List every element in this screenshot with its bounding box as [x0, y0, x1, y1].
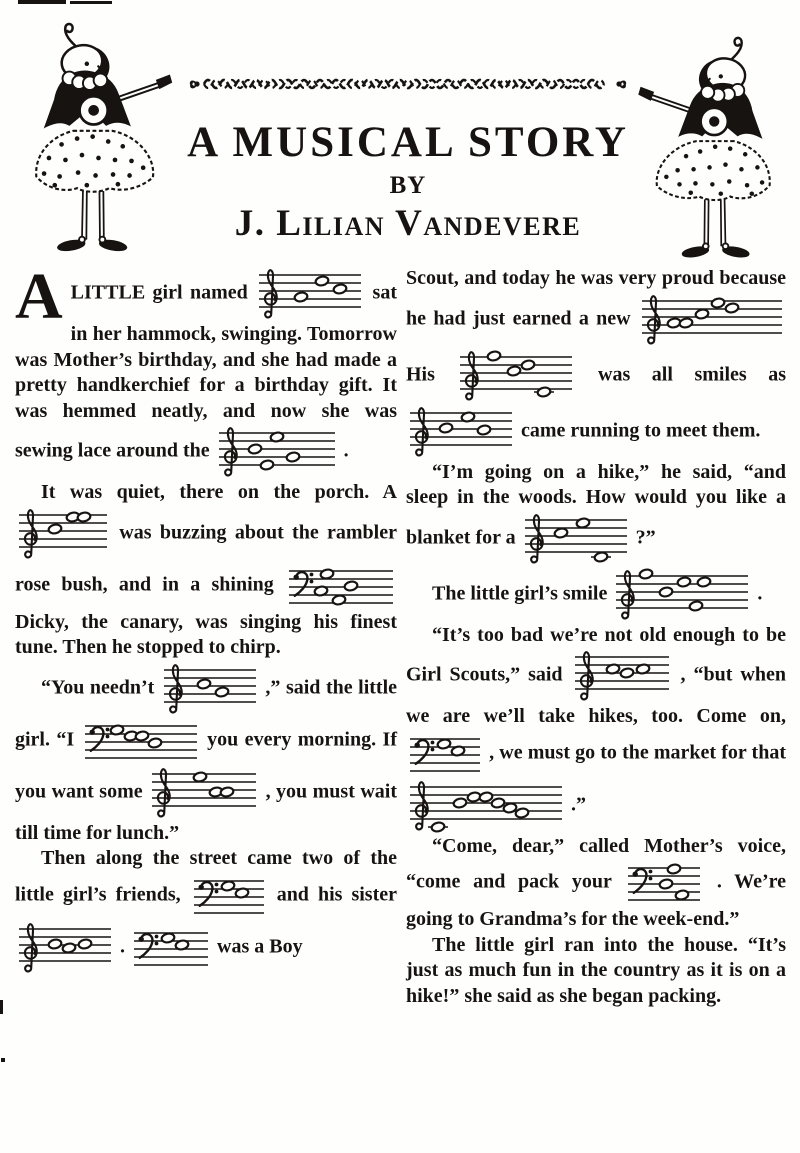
scan-artifact [18, 0, 66, 4]
story-paragraph: Then along the street came two of the little girl’s friends, and his sister . was a Boy [15, 846, 397, 976]
byline-label: BY [389, 172, 427, 200]
clown-musician-illustration-right [630, 36, 790, 266]
header [186, 74, 630, 245]
ornamental-divider [186, 74, 630, 96]
story-paragraph: Scout, and today he was very proud because he had just earned a new His was all smiles as came running to meet them. [406, 266, 786, 460]
music-rebus-staff-r8 [410, 778, 562, 834]
story-paragraph: ALITTLE girl named sat in her hammock, swinging. Tomorrow was Mother’s birthday, and she had made a pretty handkerchief for a birthday gift. It was hemmed neatly, and now she was sewing lace around the . [15, 266, 397, 480]
story-paragraph: “I’m going on a hike,” he said, “and sleep in the woods. How would you like a blanket for a ?” [406, 460, 786, 567]
story-paragraph: It was quiet, there on the porch. A was buzzing about the rambler rose bush, and in a shining Dicky, the canary, was singing his finest tune. Then he stopped to chirp. [15, 481, 397, 658]
story-paragraph: “You needn’t ,” said the little girl. “I you every morning. If you want some , you must wait till time for lunch.” [15, 661, 397, 847]
music-rebus-staff-r2 [460, 348, 572, 404]
drop-cap: A [15, 260, 63, 333]
music-rebus-staff-l9 [19, 920, 111, 976]
music-rebus-staff-r3 [410, 404, 512, 460]
story-column-right [406, 266, 786, 1009]
music-rebus-staff-l5 [164, 661, 256, 717]
story-paragraph: “Come, dear,” called Mother’s voice, “come and pack your . We’re going to Grandma’s for the week-end.” [406, 834, 787, 930]
page-title: A MUSICAL STORY [187, 119, 629, 166]
music-rebus-staff-r5 [616, 567, 748, 623]
music-rebus-staff-l3 [19, 506, 107, 562]
scan-artifact [1, 1058, 5, 1062]
clown-banjo-icon [630, 36, 790, 266]
music-rebus-staff-r1 [642, 292, 782, 348]
music-rebus-staff-l1 [259, 266, 361, 322]
author-name: J. Lilian Vandevere [234, 203, 582, 245]
music-rebus-staff-r6 [575, 648, 669, 704]
music-rebus-staff-l10 [134, 924, 208, 972]
scan-artifact [0, 1000, 3, 1014]
scan-artifact [70, 1, 112, 4]
music-rebus-staff-r7 [410, 730, 480, 778]
music-rebus-staff-l7 [152, 765, 256, 821]
story-paragraph: “It’s too bad we’re not old enough to be Girl Scouts,” said , “but when we are we’ll take hikes, too. Come on, , we must go to the market for that .” [406, 623, 786, 834]
story-paragraph: The little girl ran into the house. “It’s just as much fun in the country as it is on a hike!” she said as she began packing. [406, 933, 786, 1007]
twisted-rope-divider-icon [188, 74, 628, 94]
music-rebus-staff-l4 [289, 562, 393, 610]
story-paragraph: The little girl’s smile . [406, 567, 786, 623]
clown-musician-illustration-left [14, 22, 182, 260]
music-rebus-staff-l6 [85, 717, 197, 765]
music-rebus-staff-r4 [525, 511, 627, 567]
music-rebus-staff-l2 [219, 424, 335, 480]
clown-banjo-icon [14, 22, 182, 260]
music-rebus-staff-r9 [628, 859, 700, 907]
music-rebus-staff-l8 [194, 872, 264, 920]
story-column-left [15, 260, 398, 976]
